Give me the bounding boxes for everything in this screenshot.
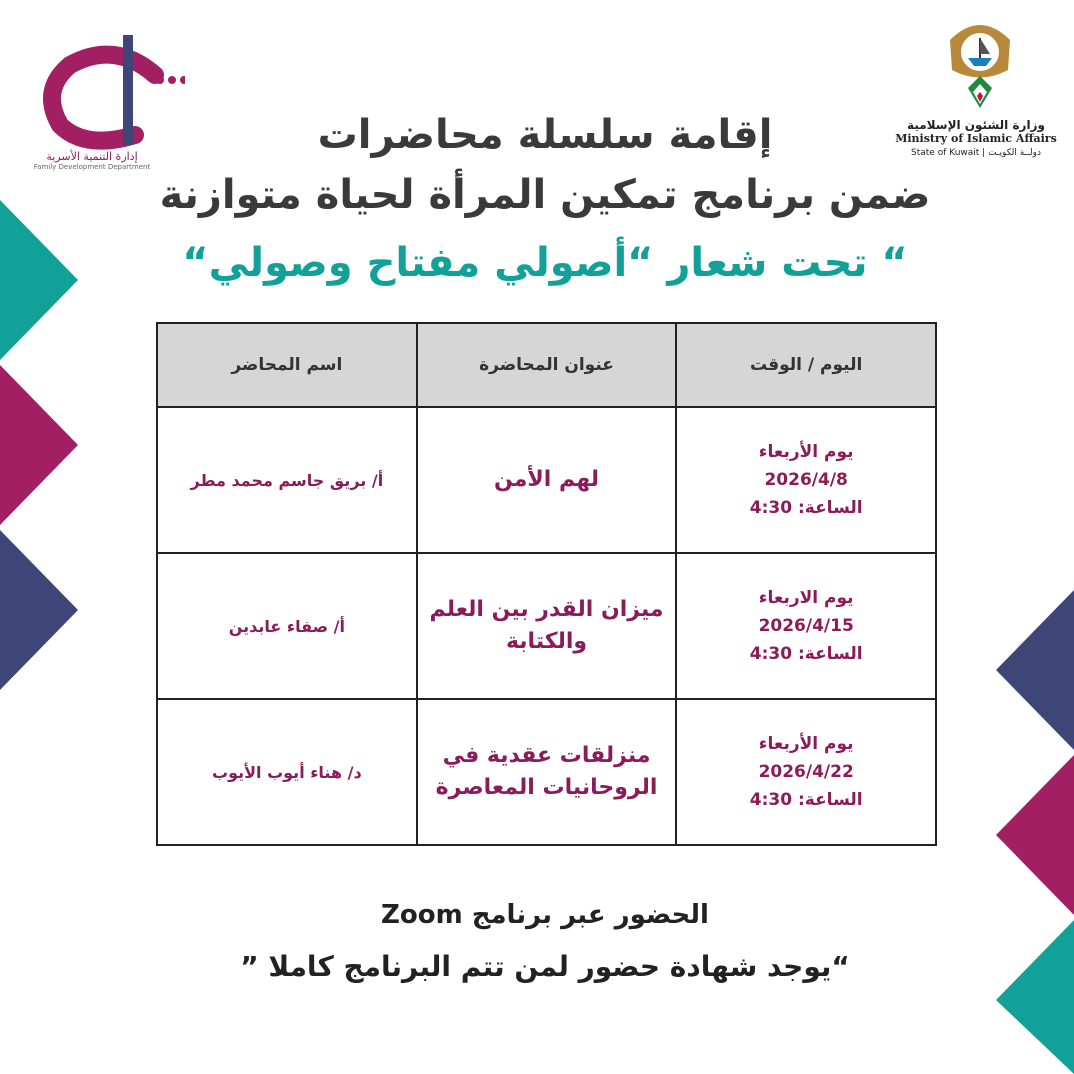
lecture-title-cell: ميزان القدر بين العلم والكتابة — [417, 553, 677, 699]
lecturer-cell: أ/ بريق جاسم محمد مطر — [157, 407, 417, 553]
date: 2026/4/22 — [758, 762, 854, 782]
ministry-state: State of Kuwait | دولــة الكويـت — [911, 148, 1041, 158]
title-slogan: “ تحت شعار “أصولي مفتاح وصولي“ — [182, 240, 908, 286]
day-time-cell — [676, 699, 936, 845]
right-decoration — [994, 0, 1074, 1074]
day: يوم الأربعاء — [758, 734, 854, 754]
department-name-en: Family Development Department — [33, 163, 151, 171]
title-line-2: ضمن برنامج تمكين المرأة لحياة متوازنة — [159, 172, 931, 218]
title-line-1: إقامة سلسلة محاضرات — [317, 112, 773, 158]
time: الساعة: 4:30 — [749, 498, 863, 518]
lecture-title-cell: منزلقات عقدية في الروحانيات المعاصرة — [417, 699, 677, 845]
table-header-row — [157, 323, 936, 407]
lecturer-cell: أ/ صفاء عابدين — [157, 553, 417, 699]
ministry-name-en: Ministry of Islamic Affairs — [895, 132, 1057, 145]
table-row — [157, 553, 936, 699]
ministry-name-ar: وزارة الشئون الإسلامية — [907, 118, 1045, 132]
day: يوم الأربعاء — [758, 442, 854, 462]
date: 2026/4/8 — [764, 470, 848, 490]
time: الساعة: 4:30 — [749, 790, 863, 810]
header-day-time: اليوم / الوقت — [676, 323, 936, 407]
header-lecturer: اسم المحاضر — [157, 323, 417, 407]
time: الساعة: 4:30 — [749, 644, 863, 664]
attendance-note: الحضور عبر برنامج Zoom — [381, 900, 709, 930]
certificate-note: “يوجد شهادة حضور لمن تتم البرنامج كاملا ” — [240, 950, 850, 983]
table-row — [157, 407, 936, 553]
day-time-cell — [676, 407, 936, 553]
department-name-ar: إدارة التنمية الأسرية — [46, 150, 138, 163]
lecturer-cell: د/ هناء أيوب الأيوب — [157, 699, 417, 845]
state-en: State of Kuwait — [911, 148, 980, 158]
date: 2026/4/15 — [758, 616, 854, 636]
department-label — [22, 150, 162, 171]
header-lecture-title: عنوان المحاضرة — [417, 323, 677, 407]
lecture-schedule-table — [156, 322, 937, 846]
state-ar: دولــة الكويـت — [988, 148, 1041, 158]
lecture-title-cell: لهم الأمن — [417, 407, 677, 553]
table-row — [157, 699, 936, 845]
kuwait-emblem-icon — [940, 10, 1020, 120]
day: يوم الاربعاء — [758, 588, 854, 608]
day-time-cell — [676, 553, 936, 699]
